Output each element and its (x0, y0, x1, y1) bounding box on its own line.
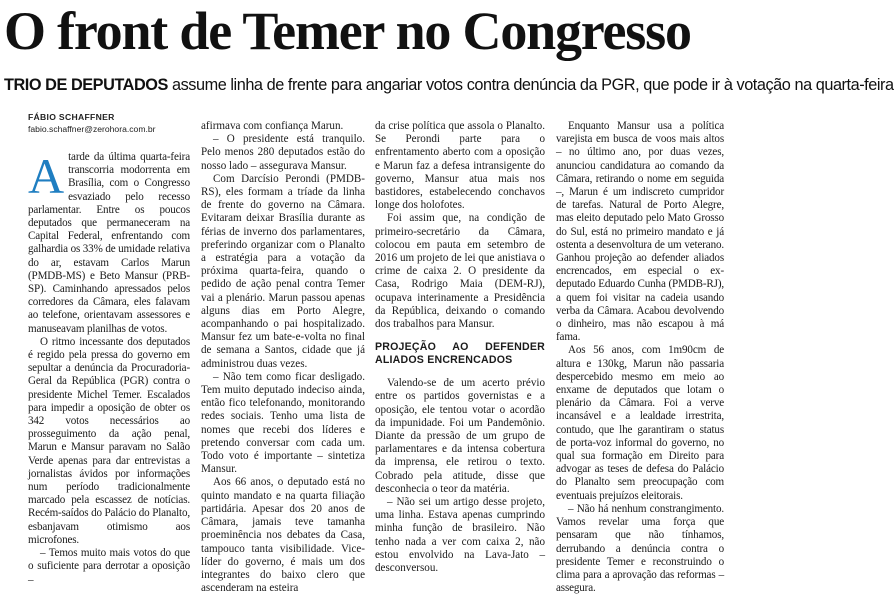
paragraph: – Temos muito mais votos do que o suficiente para derrotar a oposição – (28, 547, 190, 586)
author-name: FÁBIO SCHAFFNER (28, 112, 115, 122)
article-column-4 (556, 120, 724, 595)
paragraph: Enquanto Mansur usa a política varejista em busca de voos mais altos – no último ano, por duas vezes, anunciou candidatura ao comando da Câmara, retirando o nome em seguida –, Marun é um indiscreto cumpridor de tarefas. Natural de Porto Alegre, mas eleito deputado pelo Mato Grosso do Sul, está no primeiro mandato e já ostenta a desenvoltura de um veterano. Ganhou projeção ao defender aliados encrencados, em especial o ex-deputado Eduardo Cunha (PMDB-RJ), a quem foi visitar na cadeia usando verba da Câmara. Acabou devolvendo o dinheiro, mas não escapou à má fama. (556, 120, 724, 344)
subhead-text: assume linha de frente para angariar votos contra denúncia da PGR, que pode ir à votação na quarta-feira (167, 76, 894, 94)
paragraph: Aos 56 anos, com 1m90cm de altura e 130kg, Marun não passaria despercebido mesmo em meio ao enxame de deputados que lotam o plenário da Câmara. Foi a verve incansável e a lealdade irrestrita, contudo, que lhe garantiram o status de porta-voz informal do governo, no qual sua formação em Direito para advogar as teses de defesa do Palácio do Planalto sem preocupação com eventuais prejuízos eleitorais. (556, 344, 724, 502)
headline: O front de Temer no Congresso (4, 1, 691, 61)
article-column-3 (375, 120, 545, 575)
paragraph: – Não tem como ficar desligado. Tem muito deputado indeciso ainda, então fico telefonando, monitorando redes sociais. Tenho uma lista de nomes que recebi dos líderes e pretendo conversar com cada um. Todo voto é importante – sintetiza Mansur. (201, 370, 365, 476)
paragraph: Com Darcísio Perondi (PMDB-RS), eles formam a tríade da linha de frente do governo na Câmara. Evitaram deixar Brasília durante as férias de inverno dos parlamentares, preferindo organizar com o Planalto a estratégia para a votação da próxima quarta-feira, quando o pedido de ação penal contra Temer vai a plenário. Marun passou apenas alguns dias em Porto Alegre, acompanhando o pai hospitalizado. Mansur fez um bate-e-volta no final de semana a Santos, cidade que já administrou duas vezes. (201, 172, 365, 370)
paragraph: – Não há nenhum constrangimento. Vamos revelar uma força que pensaram que não tínhamos, derrubando a denúncia contra o presidente Temer e reconstruindo o clima para a aprovação das reformas – assegura. (556, 502, 724, 595)
article-column-2 (201, 120, 365, 595)
paragraph: Valendo-se de um acerto prévio entre os partidos governistas e a oposição, ele tentou votar o acordão da impunidade. Foi um Pandemônio. Diante da pressão de um grupo de parlamentares e da intensa cobertura da imprensa, ele retirou o texto. Cobrado pela atitude, disse que desconhecia o teor da matéria. (375, 377, 545, 495)
paragraph: Foi assim que, na condição de primeiro-secretário da Câmara, colocou em pauta em setembro de 2016 um projeto de lei que anistiava o crime de caixa 2. O presidente da Casa, Rodrigo Maia (DEM-RJ), ocupava interinamente a Presidência da República, deixando o comando dos trabalhos para Mansur. (375, 212, 545, 331)
byline (28, 111, 178, 136)
paragraph: O ritmo incessante dos deputados é regido pela pressa do governo em sepultar a denúncia da Procuradoria-Geral da República (PGR) contra o presidente Michel Temer. Escalados para impedir a oposição de obter os 342 votos necessários ao prosseguimento da ação penal, Marun e Mansur paravam no Salão Verde apenas para dar entrevistas a jornalistas ávidos por informações num período tradicionalmente marcado pela escassez de notícias. Recém-saídos do Palácio do Planalto, esbanjavam otimismo aos microfones. (28, 335, 190, 546)
paragraph: da crise política que assola o Planalto. Se Perondi parte para o enfrentamento aberto com a oposição e Marun faz a defesa intransigente do governo, Mansur atua mais nos bastidores, estabelecendo conchavos longe dos holofotes. (375, 120, 545, 212)
drop-cap: A (28, 148, 65, 204)
paragraph: – Não sei um artigo desse projeto, uma linha. Estava apenas cumprindo minha função de brasileiro. Não tenho nada a ver com caixa 2, não estou envolvido na Lava-Jato – desconversou. (375, 496, 545, 575)
subhead-kicker: TRIO DE DEPUTADOS (4, 76, 168, 94)
paragraph: Aos 66 anos, o deputado está no quinto mandato e na quarta filiação partidária. Apesar dos 20 anos de Câmara, jamais teve tamanha proeminência nos debates da Casa, tampouco tanta visibilidade. Vice-líder do governo, é mais um dos integrantes do baixo clero que ascenderam na esteira (201, 476, 365, 595)
paragraph: – O presidente está tranquilo. Pelo menos 280 deputados estão do nosso lado – assegurava Mansur. (201, 133, 365, 172)
paragraph: afirmava com confiança Marun. (201, 120, 344, 132)
section-heading: PROJEÇÃO AO DEFENDER ALIADOS ENCRENCADOS (375, 341, 545, 367)
subheadline (4, 74, 894, 96)
author-email: fabio.schaffner@zerohora.com.br (28, 124, 156, 134)
paragraph: tarde da última quarta-feira transcorria modorrenta em Brasília, com o Congresso esvaziado pelo recesso parlamentar. Entre os poucos deputados que permaneceram na Capital Federal, enfrentando com galhardia os 33% de umidade relativa do ar, estavam Carlos Marun (PMDB-MS) e Beto Mansur (PRB-SP). Caminhando apressados pelos corredores da Câmara, eles falavam ao telefone, orientavam assessores e manuseavam planilhas de votos. (28, 151, 190, 335)
article-column-1 (28, 148, 190, 586)
